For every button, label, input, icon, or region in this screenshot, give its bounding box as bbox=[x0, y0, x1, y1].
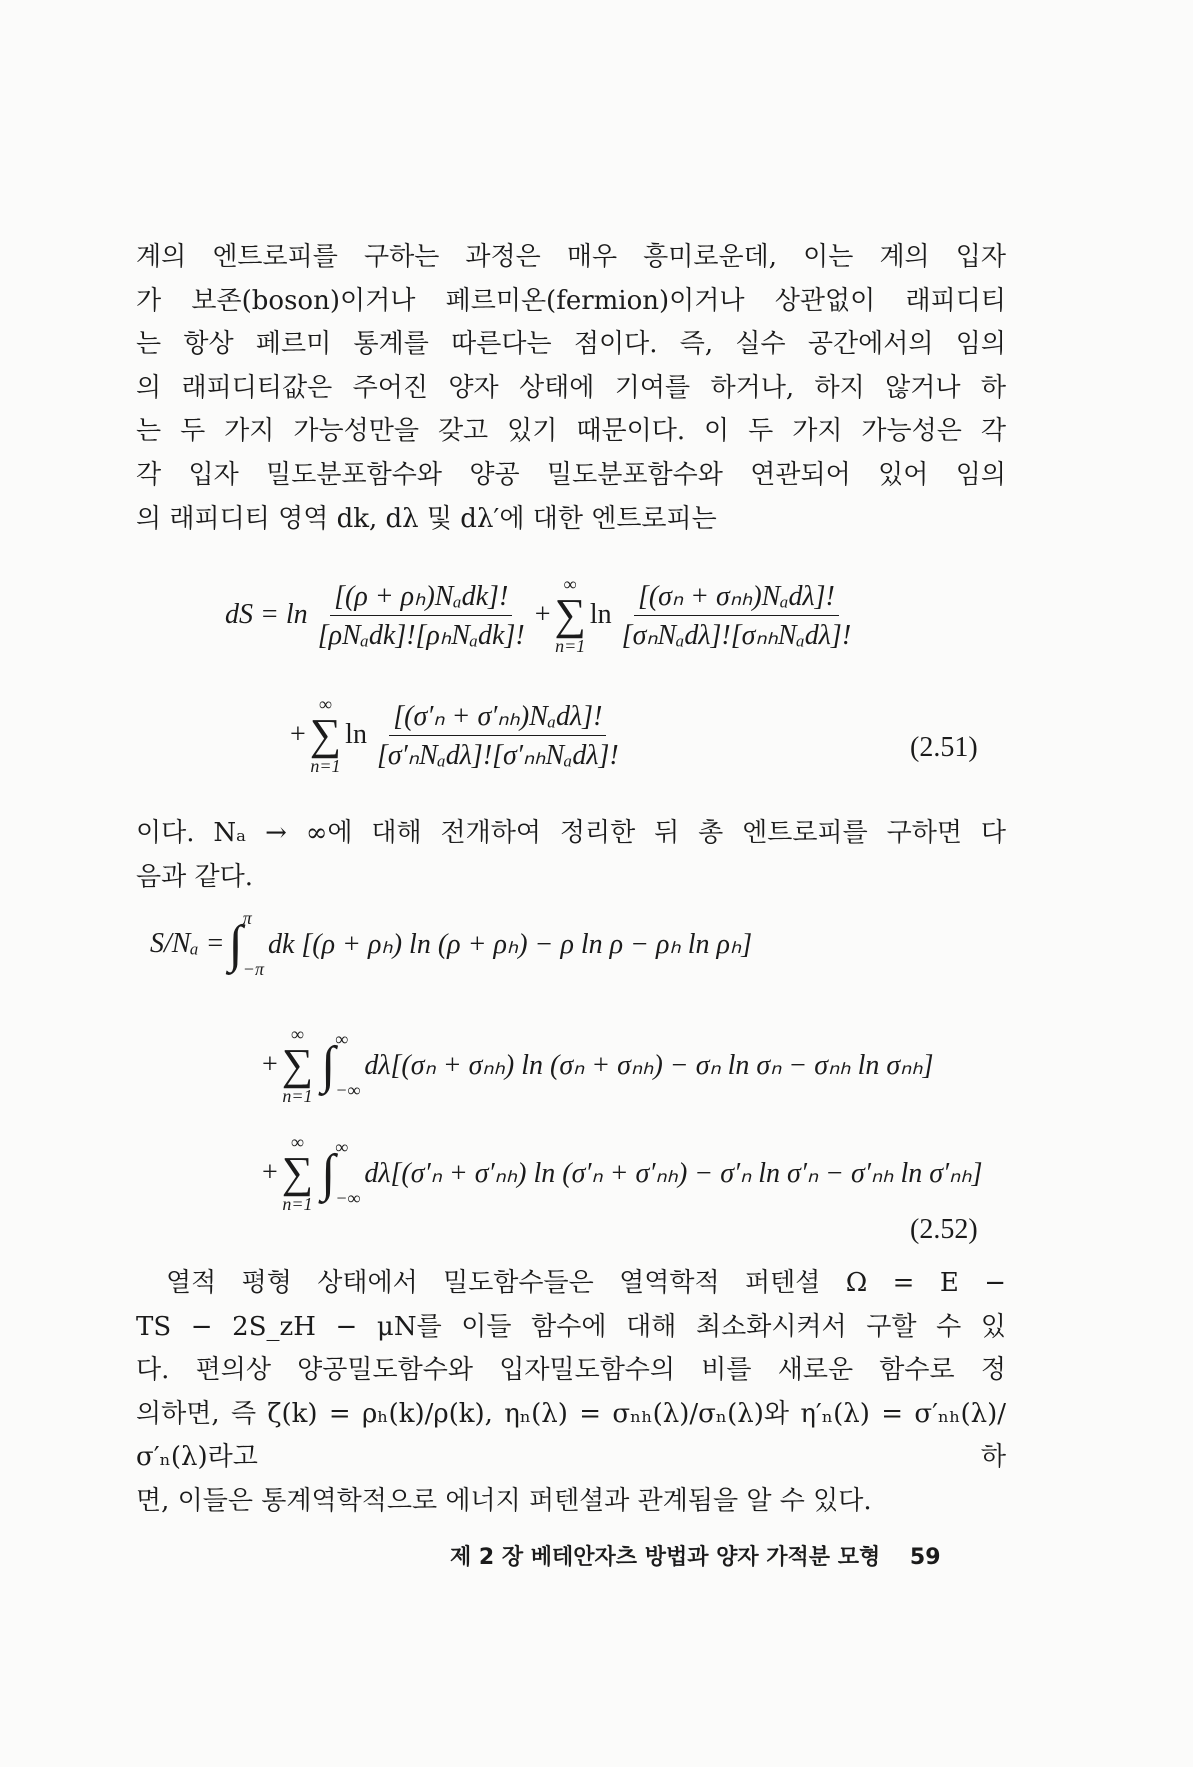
text-line: 다. 편의상 양공밀도함수와 입자밀도함수의 비를 새로운 함수로 정 bbox=[136, 1355, 1006, 1386]
sum-lower: n=1 bbox=[310, 756, 341, 776]
paragraph-entropy-intro bbox=[136, 236, 1006, 541]
text-line: 가 보존(boson)이거나 페르미온(fermion)이거나 상관없이 래피디티 bbox=[136, 285, 1006, 316]
denominator: [σ′ₙNₐdλ]![σ′ₙₕNₐdλ]! bbox=[376, 739, 619, 771]
text-line: 면, 이들은 통계역학적으로 에너지 퍼텐셜과 관계됨을 알 수 있다. bbox=[136, 1485, 872, 1516]
page-number: 59 bbox=[909, 1545, 941, 1570]
integral bbox=[321, 1137, 360, 1209]
plus-sign: + bbox=[534, 599, 551, 630]
sigma-symbol: ∑ bbox=[281, 1040, 314, 1089]
denominator: [σₙNₐdλ]![σₙₕNₐdλ]! bbox=[621, 619, 852, 651]
sum-lower: n=1 bbox=[555, 636, 586, 656]
int-upper: π bbox=[242, 908, 252, 928]
sum-upper: ∞ bbox=[291, 1132, 304, 1152]
equation-number-2-51: (2.51) bbox=[910, 732, 978, 763]
integral-symbol: ∫ bbox=[321, 1144, 336, 1202]
summation bbox=[282, 1025, 313, 1105]
sum-lower: n=1 bbox=[282, 1194, 313, 1214]
integral bbox=[229, 908, 264, 980]
text-line: 각 입자 밀도분포함수와 양공 밀도분포함수와 연관되어 있어 임의 bbox=[136, 459, 1006, 490]
text-line: 이다. Nₐ → ∞에 대해 전개하여 정리한 뒤 총 엔트로피를 구하면 다 bbox=[136, 818, 1006, 848]
paragraph-expansion bbox=[136, 812, 1006, 899]
eq-lhs: dS = ln bbox=[225, 599, 308, 630]
sigma-symbol: ∑ bbox=[554, 590, 586, 639]
text-line: TS − 2S_zH − μN를 이들 함수에 대해 최소화시켜서 구할 수 있 bbox=[136, 1311, 1006, 1342]
int-lower: −∞ bbox=[335, 1188, 361, 1208]
int-lower: −∞ bbox=[335, 1080, 361, 1100]
text-line: 의하면, 즉 ζ(k) = ρₕ(k)/ρ(k), ηₙ(λ) = σₙₕ(λ)/σₙ(λ)와 η′ₙ(λ) = σ′ₙₕ(λ)/σ′ₙ(λ)라고 하 bbox=[136, 1398, 1006, 1473]
text-line: 는 두 가지 가능성만을 갖고 있기 때문이다. 이 두 가지 가능성은 각 bbox=[136, 416, 1006, 447]
equation-2-51-line-1 bbox=[225, 575, 1025, 655]
text-line: 계의 엔트로피를 구하는 과정은 매우 흥미로운데, 이는 계의 입자 bbox=[136, 242, 1006, 272]
integrand: dλ[(σₙ + σₙₕ) ln (σₙ + σₙₕ) − σₙ ln σₙ − σₙₕ ln σₙₕ] bbox=[364, 1050, 934, 1081]
integral-symbol: ∫ bbox=[321, 1036, 336, 1094]
int-upper: ∞ bbox=[335, 1029, 349, 1049]
numerator: [(σₙ + σₙₕ)Nₐdλ]! bbox=[634, 579, 839, 616]
equation-2-52-line-1 bbox=[150, 908, 1020, 980]
summation bbox=[555, 575, 586, 655]
page-footer bbox=[450, 1540, 1050, 1571]
numerator: [(ρ + ρₕ)Nₐdk]! bbox=[330, 579, 512, 616]
running-head: 제 2 장 베테안자츠 방법과 양자 가적분 모형 bbox=[450, 1545, 881, 1570]
plus-sign: + bbox=[262, 1157, 278, 1188]
text-line: 는 항상 페르미 통계를 따른다는 점이다. 즉, 실수 공간에서의 임의 bbox=[136, 329, 1006, 360]
plus-sign: + bbox=[290, 719, 306, 750]
integral bbox=[321, 1029, 360, 1101]
equation-2-51-line-2 bbox=[290, 695, 890, 775]
sigma-symbol: ∑ bbox=[281, 1148, 314, 1197]
summation bbox=[282, 1133, 313, 1213]
sum-upper: ∞ bbox=[291, 1024, 304, 1044]
sum-upper: ∞ bbox=[563, 574, 577, 594]
sum-upper: ∞ bbox=[319, 694, 332, 714]
fraction bbox=[314, 579, 529, 652]
text-line: 의 래피디티 영역 dk, dλ 및 dλ′에 대한 엔트로피는 bbox=[136, 503, 717, 534]
paragraph-thermal-equilibrium bbox=[136, 1262, 1006, 1524]
int-lower: −π bbox=[242, 959, 264, 979]
denominator: [ρNₐdk]![ρₕNₐdk]! bbox=[317, 619, 525, 651]
numerator: [(σ′ₙ + σ′ₙₕ)Nₐdλ]! bbox=[389, 699, 606, 736]
fraction bbox=[618, 579, 855, 652]
ln: ln bbox=[589, 599, 612, 630]
fraction bbox=[373, 699, 623, 772]
text-line: 의 래피디티값은 주어진 양자 상태에 기여를 하거나, 하지 않거나 하 bbox=[136, 372, 1006, 403]
summation bbox=[310, 695, 341, 775]
equation-number-2-52: (2.52) bbox=[910, 1214, 978, 1245]
ln: ln bbox=[345, 719, 367, 750]
eq-lhs: S/Nₐ = bbox=[150, 928, 225, 959]
integrand: dk [(ρ + ρₕ) ln (ρ + ρₕ) − ρ ln ρ − ρₕ ln ρₕ] bbox=[267, 929, 753, 960]
equation-2-52-line-3 bbox=[262, 1133, 1022, 1213]
equation-2-52-line-2 bbox=[262, 1025, 1022, 1105]
sum-lower: n=1 bbox=[282, 1086, 313, 1106]
text-line: 열적 평형 상태에서 밀도함수들은 열역학적 퍼텐셜 Ω = E − bbox=[166, 1268, 1006, 1298]
integrand: dλ[(σ′ₙ + σ′ₙₕ) ln (σ′ₙ + σ′ₙₕ) − σ′ₙ ln σ′ₙ − σ′ₙₕ ln σ′ₙₕ] bbox=[364, 1158, 983, 1189]
sigma-symbol: ∑ bbox=[309, 710, 342, 759]
plus-sign: + bbox=[262, 1049, 278, 1080]
integral-symbol: ∫ bbox=[228, 915, 243, 973]
text-line: 음과 같다. bbox=[136, 861, 253, 892]
int-upper: ∞ bbox=[335, 1137, 349, 1157]
